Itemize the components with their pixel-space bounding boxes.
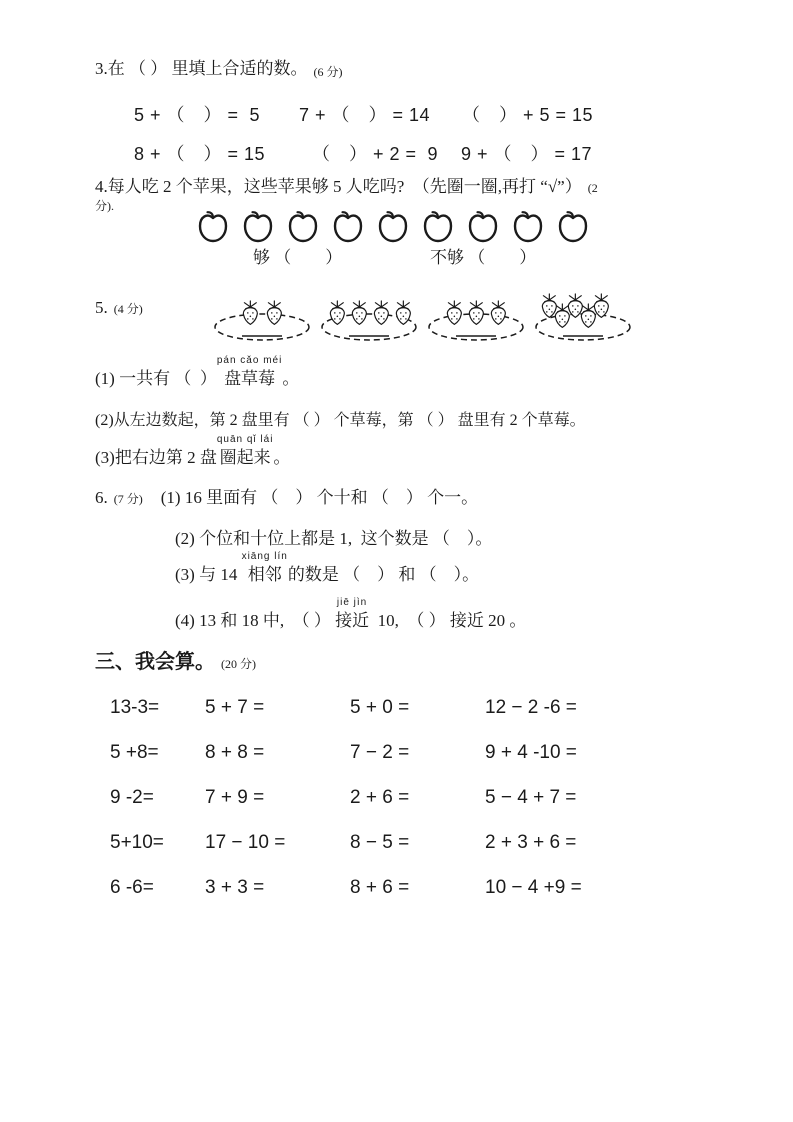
question-5-header [95, 296, 143, 320]
question-3-header [95, 57, 343, 81]
item-text: 。 [273, 448, 291, 467]
item-text: (3)把右边第 2 盘 [95, 448, 217, 467]
apple-icon [466, 209, 500, 245]
calc-problem: 8 + 6 = [350, 877, 410, 898]
pinyin-annotated-word [217, 434, 274, 470]
apple-icon [331, 209, 365, 245]
question-6-header [95, 486, 478, 510]
item-text: 的数是 （ ） 和 （ ）。 [287, 565, 480, 584]
question-4-points-suffix: 分). [95, 199, 114, 213]
section-3-header [95, 645, 256, 674]
enough-blank-label: 够 （ ） [253, 248, 343, 267]
apple-icon [241, 209, 275, 245]
section-3-points: (20 分) [221, 657, 256, 671]
fill-blank-equation: （ ） + 5 = 15 [462, 105, 594, 125]
apple-row [196, 209, 590, 245]
pinyin-text: xiāng lín [241, 551, 288, 562]
item-text: 。 [282, 369, 300, 388]
calc-problem: 6 -6= [110, 877, 154, 898]
calc-problem: 7 + 9 = [205, 787, 265, 808]
section-3-title: 三、我会算。 [95, 651, 215, 673]
calc-problem: 3 + 3 = [205, 877, 265, 898]
question-4-points-prefix: (2 [587, 181, 598, 195]
calc-problem: 5 + 7 = [205, 697, 265, 718]
question-5-item-1 [95, 355, 299, 391]
pinyin-text: quān qǐ lái [216, 434, 274, 445]
item-text: 10, （ ） 接近 20 。 [369, 611, 527, 630]
calc-problem: 8 + 8 = [205, 742, 265, 763]
pinyin-annotated-word [242, 551, 288, 587]
fill-blank-equation: 7 + （ ） = 14 [299, 105, 431, 125]
question-6-item-3 [175, 551, 479, 587]
apple-icon [376, 209, 410, 245]
pinyin-text: pán cǎo méi [216, 355, 283, 366]
item-text: (1) 一共有 （ ） [95, 369, 217, 388]
question-6-item-4 [175, 597, 526, 633]
calc-problem: 10 − 4 +9 = [485, 877, 582, 898]
calc-problem: 5 − 4 + 7 = [485, 787, 577, 808]
calc-problem: 5 +8= [110, 742, 159, 763]
question-6-item-1: (1) 16 里面有 （ ） 个十和 （ ） 个一。 [160, 488, 479, 507]
apple-icon [511, 209, 545, 245]
base-text: 相邻 [247, 565, 282, 584]
pinyin-text: jiē jìn [336, 597, 368, 608]
pinyin-annotated-word [335, 597, 369, 633]
calc-problem: 13-3= [110, 697, 160, 718]
calc-problem: 12 − 2 -6 = [485, 697, 577, 718]
fill-blank-equation: 8 + （ ） = 15 [134, 144, 266, 164]
pinyin-annotated-word [217, 355, 282, 391]
strawberry-plate [426, 293, 526, 349]
base-text: 圈起来 [219, 448, 271, 467]
calc-problem: 2 + 6 = [350, 787, 410, 808]
apple-icon [196, 209, 230, 245]
fill-blank-equation: 9 + （ ） = 17 [461, 144, 593, 164]
calc-problem: 17 − 10 = [205, 832, 286, 853]
apple-icon [556, 209, 590, 245]
calc-problem: 5+10= [110, 832, 164, 853]
fill-blank-equation: （ ） + 2 = 9 [312, 144, 439, 164]
apple-icon [286, 209, 320, 245]
question-3-title: 3.在 （ ） 里填上合适的数。 [95, 59, 308, 78]
not-enough-blank-label: 不够 （ ） [430, 248, 537, 267]
strawberry-plate [533, 293, 633, 349]
fill-blank-equation: 5 + （ ） = 5 [134, 105, 261, 125]
question-5-number: 5. [95, 298, 108, 317]
calc-problem: 9 -2= [110, 787, 154, 808]
apple-icon [421, 209, 455, 245]
question-3-points: (6 分) [313, 65, 343, 79]
calc-problem: 2 + 3 + 6 = [485, 832, 577, 853]
strawberry-plates-row [212, 293, 633, 349]
item-text: (3) 与 14 [175, 565, 242, 584]
strawberry-plate [212, 293, 312, 349]
question-6-points: (7 分) [113, 492, 143, 506]
question-4-text [95, 175, 598, 199]
calc-problem: 8 − 5 = [350, 832, 410, 853]
strawberry-plate [319, 293, 419, 349]
calc-problem: 7 − 2 = [350, 742, 410, 763]
calc-problem: 9 + 4 -10 = [485, 742, 577, 763]
question-5-item-3 [95, 434, 290, 470]
question-5-item-2: (2)从左边数起，第 2 盘里有 （ ） 个草莓，第 （ ） 盘里有 2 个草莓。 [95, 412, 586, 429]
question-4-statement: 4.每人吃 2 个苹果，这些苹果够 5 人吃吗? （先圈一圈,再打 “√”） [95, 177, 582, 196]
question-6-number: 6. [95, 488, 108, 507]
base-text: 接近 [335, 611, 370, 630]
calc-problem: 5 + 0 = [350, 697, 410, 718]
calculation-grid [110, 696, 695, 900]
question-6-item-2: (2) 个位和十位上都是 1, 这个数是 （ ）。 [175, 529, 493, 548]
question-5-points: (4 分) [113, 302, 143, 316]
base-text: 盘草莓 [224, 369, 276, 388]
item-text: (4) 13 和 18 中, （ ） [175, 611, 336, 630]
